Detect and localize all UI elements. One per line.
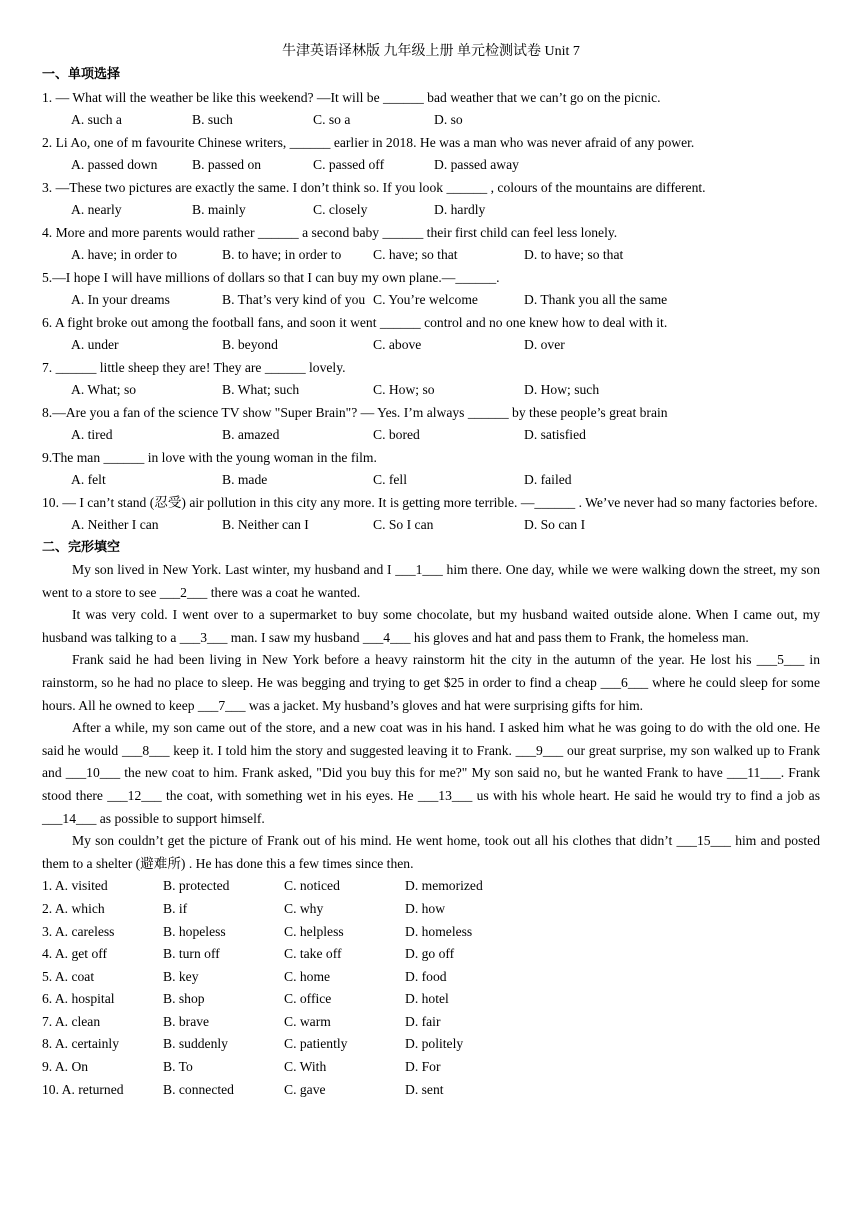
cloze-option-d: D. For — [405, 1059, 441, 1075]
option-c: C. closely — [313, 202, 368, 217]
option-b: B. That’s very kind of you — [222, 292, 366, 307]
option-a: A. In your dreams — [71, 292, 170, 307]
option-b: B. mainly — [192, 202, 246, 217]
cloze-option-a: 4. A. get off — [42, 946, 108, 962]
question-text: 1. — What will the weather be like this weekend? —It will be ______ bad weather that we can’t go on the picnic. — [42, 89, 661, 105]
option-row — [42, 109, 820, 132]
cloze-passage — [42, 559, 820, 875]
cloze-option-c: C. gave — [284, 1081, 326, 1097]
cloze-option-a: 1. A. visited — [42, 878, 108, 894]
option-d: D. so — [434, 112, 463, 127]
cloze-option-row — [42, 898, 820, 921]
option-c: C. above — [373, 337, 422, 352]
cloze-option-b: B. connected — [163, 1081, 234, 1097]
option-a: A. nearly — [71, 202, 122, 217]
passage-paragraph: My son lived in New York. Last winter, my husband and I ___1___ him there. One day, while we were walking down the street, my son went to a store to see ___2___ there was a coat he wanted. — [42, 562, 820, 600]
passage-paragraph: After a while, my son came out of the store, and a new coat was in his hand. I asked him what he was going to do with the old one. He said he would ___8___ keep it. I told him the story and suggested leaving it to Frank. ___9___ our great surprise, my son walked up to Frank and ___10___ the new coat to him. Frank asked, "Did you buy this for me?" My son said no, but he wanted Frank to have ___11___. Frank stood there ___12___ the coat, with something wet in his eyes. He ___13___ us with his whole heart. He said he would try to find a job as ___14___ as possible to support himself. — [42, 720, 820, 826]
question-text: 9.The man ______ in love with the young woman in the film. — [42, 449, 377, 465]
option-a: A. Neither I can — [71, 517, 159, 532]
cloze-option-c: C. warm — [284, 1013, 331, 1029]
cloze-option-a: 7. A. clean — [42, 1013, 101, 1029]
question-text: 2. Li Ao, one of m favourite Chinese writers, ______ earlier in 2018. He was a man who was never afraid of any power. — [42, 134, 695, 150]
option-b: B. made — [222, 472, 268, 487]
passage-paragraph: It was very cold. I went over to a supermarket to buy some chocolate, but my husband waited outside alone. When I came out, my husband was talking to a ___3___ man. I saw my husband ___4___ his gloves and hat and pass them to Frank, the homeless man. — [42, 607, 820, 645]
question-text: 5.—I hope I will have millions of dollars so that I can buy my own plane.—______. — [42, 269, 500, 285]
passage-paragraph: Frank said he had been living in New York before a heavy rainstorm hit the city in the autumn of the year. He lost his ___5___ in rainstorm, so he had no place to sleep. He was begging and trying to get $25 in order to find a cheap ___6___ where he could sleep for some hours. All he owned to keep ___7___ was a jacket. My husband’s gloves and hat were surprising gifts for him. — [42, 652, 820, 713]
option-row — [42, 514, 820, 537]
cloze-option-a: 6. A. hospital — [42, 991, 115, 1007]
option-b: B. Neither can I — [222, 517, 309, 532]
option-row — [42, 154, 820, 177]
option-d: D. failed — [524, 472, 572, 487]
question-text: 8.—Are you a fan of the science TV show "Super Brain"? — Yes. I’m always ______ by these people’s great brain — [42, 404, 668, 420]
cloze-options — [42, 875, 820, 1101]
cloze-option-a: 2. A. which — [42, 900, 105, 916]
option-a: A. such a — [71, 112, 122, 127]
option-c: C. have; so that — [373, 247, 458, 262]
section-heading-cloze: 二、完形填空 — [42, 539, 121, 555]
question-text: 6. A fight broke out among the football fans, and soon it went ______ control and no one knew how to deal with it. — [42, 314, 668, 330]
cloze-option-row — [42, 1056, 820, 1079]
cloze-option-d: D. fair — [405, 1013, 441, 1029]
option-b: B. to have; in order to — [222, 247, 342, 262]
cloze-option-a: 9. A. On — [42, 1059, 89, 1075]
cloze-option-c: C. office — [284, 991, 332, 1007]
cloze-option-d: D. sent — [405, 1081, 444, 1097]
cloze-option-b: B. hopeless — [163, 923, 226, 939]
option-b: B. passed on — [192, 157, 262, 172]
option-row — [42, 244, 820, 267]
single-choice-section — [42, 87, 820, 537]
cloze-option-a: 3. A. careless — [42, 923, 115, 939]
cloze-option-row — [42, 1033, 820, 1056]
cloze-option-c: C. home — [284, 968, 331, 984]
passage-paragraph: My son couldn’t get the picture of Frank out of his mind. He went home, took out all his clothes that didn’t ___15___ him and posted them to a shelter (避难所) . He has done this a few times since then. — [42, 833, 820, 871]
option-d: D. How; such — [524, 382, 600, 397]
option-d: D. passed away — [434, 157, 519, 172]
cloze-option-row — [42, 921, 820, 944]
option-a: A. felt — [71, 472, 106, 487]
option-c: C. How; so — [373, 382, 435, 397]
option-a: A. What; so — [71, 382, 137, 397]
cloze-option-d: D. go off — [405, 946, 455, 962]
cloze-option-b: B. turn off — [163, 946, 220, 962]
option-c: C. so a — [313, 112, 351, 127]
option-d: D. satisfied — [524, 427, 586, 442]
cloze-option-d: D. homeless — [405, 923, 473, 939]
cloze-option-c: C. noticed — [284, 878, 340, 894]
option-a: A. have; in order to — [71, 247, 178, 262]
option-row — [42, 424, 820, 447]
cloze-option-row — [42, 988, 820, 1011]
option-d: D. Thank you all the same — [524, 292, 668, 307]
option-c: C. You’re welcome — [373, 292, 478, 307]
option-row — [42, 469, 820, 492]
option-b: B. What; such — [222, 382, 300, 397]
option-a: A. passed down — [71, 157, 158, 172]
exam-page — [42, 40, 820, 1101]
option-d: D. So can I — [524, 517, 586, 532]
question-text: 3. —These two pictures are exactly the same. I don’t think so. If you look ______ , colours of the mountains are different. — [42, 179, 706, 195]
cloze-option-b: B. brave — [163, 1013, 210, 1029]
option-b: B. such — [192, 112, 233, 127]
cloze-option-d: D. food — [405, 968, 447, 984]
cloze-option-a: 10. A. returned — [42, 1081, 124, 1097]
cloze-option-c: C. take off — [284, 946, 342, 962]
cloze-option-d: D. politely — [405, 1036, 464, 1052]
option-row — [42, 334, 820, 357]
cloze-option-b: B. protected — [163, 878, 230, 894]
question-text: 4. More and more parents would rather ______ a second baby ______ their first child can feel less lonely. — [42, 224, 618, 240]
cloze-option-row — [42, 966, 820, 989]
cloze-option-b: B. shop — [163, 991, 205, 1007]
section-heading-single-choice: 一、单项选择 — [42, 67, 121, 82]
option-row — [42, 289, 820, 312]
option-c: C. fell — [373, 472, 407, 487]
cloze-option-c: C. why — [284, 900, 324, 916]
cloze-option-row — [42, 875, 820, 898]
option-a: A. tired — [71, 427, 113, 442]
cloze-option-d: D. how — [405, 900, 446, 916]
cloze-option-b: B. To — [163, 1059, 193, 1075]
option-d: D. hardly — [434, 202, 486, 217]
option-c: C. So I can — [373, 517, 434, 532]
question-text: 7. ______ little sheep they are! They are ______ lovely. — [42, 359, 346, 375]
option-b: B. beyond — [222, 337, 278, 352]
question-text: 10. — I can’t stand (忍受) air pollution in this city any more. It is getting more terrible. —______ . We’ve never had so many factories before. — [42, 494, 818, 510]
option-b: B. amazed — [222, 427, 280, 442]
cloze-option-b: B. if — [163, 900, 188, 916]
option-row — [42, 379, 820, 402]
option-c: C. passed off — [313, 157, 385, 172]
page-title: 牛津英语译林版 九年级上册 单元检测试卷 Unit 7 — [282, 44, 580, 59]
option-d: D. over — [524, 337, 565, 352]
cloze-option-c: C. patiently — [284, 1036, 348, 1052]
cloze-option-row — [42, 943, 820, 966]
cloze-option-a: 8. A. certainly — [42, 1036, 120, 1052]
cloze-option-c: C. helpless — [284, 923, 344, 939]
option-c: C. bored — [373, 427, 420, 442]
cloze-option-c: C. With — [284, 1059, 327, 1075]
option-a: A. under — [71, 337, 119, 352]
cloze-option-b: B. key — [163, 968, 199, 984]
cloze-option-d: D. hotel — [405, 991, 449, 1007]
cloze-option-row — [42, 1079, 820, 1102]
cloze-option-row — [42, 1011, 820, 1034]
option-d: D. to have; so that — [524, 247, 624, 262]
cloze-option-d: D. memorized — [405, 878, 483, 894]
cloze-option-a: 5. A. coat — [42, 968, 95, 984]
cloze-option-b: B. suddenly — [163, 1036, 228, 1052]
option-row — [42, 199, 820, 222]
